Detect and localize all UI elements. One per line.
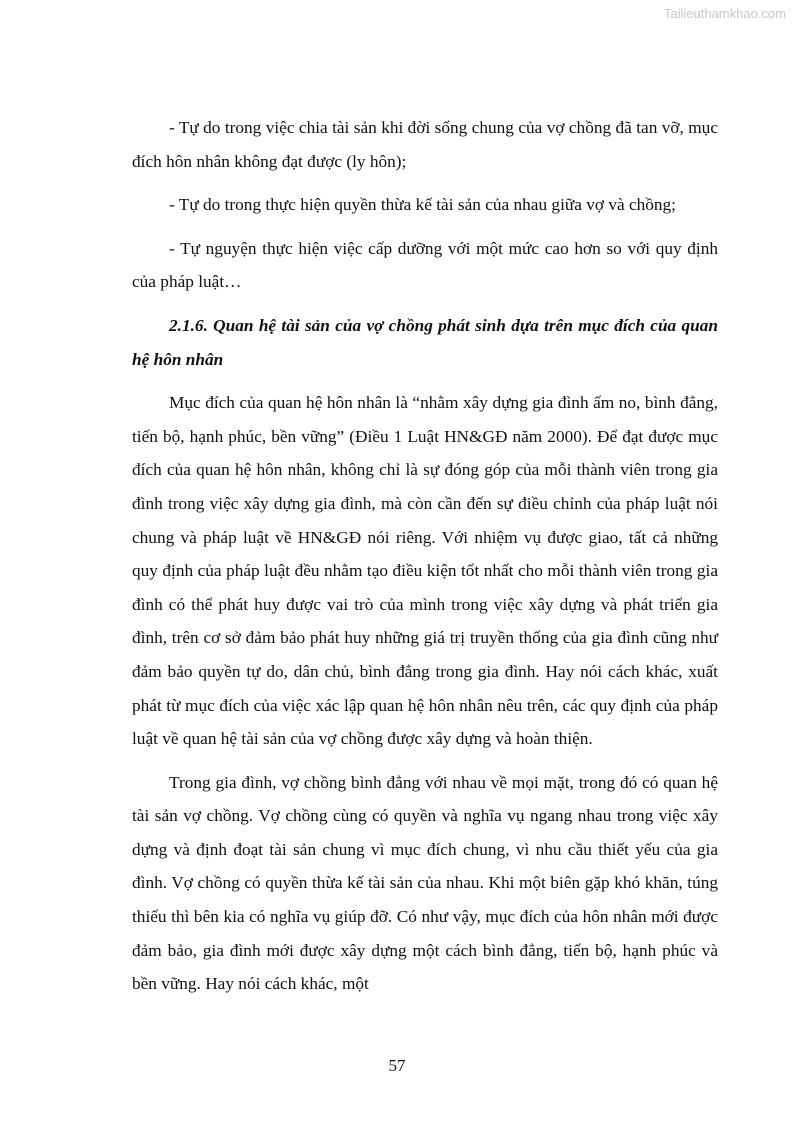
page-number: 57: [388, 1056, 406, 1075]
body-paragraph: Mục đích của quan hệ hôn nhân là “nhằm xây dựng gia đình ấm no, bình đẳng, tiến bộ, hạnh phúc, bền vững” (Điều 1 Luật HN&GĐ năm 2000). Để đạt được mục đích của quan hệ hôn nhân, không chỉ là sự đóng góp của mỗi thành viên trong gia đình trong việc xây dựng gia đình, mà còn cần đến sự điều chỉnh của pháp luật nói chung và pháp luật về HN&GĐ nói riêng. Với nhiệm vụ được giao, tất cả những quy định của pháp luật đều nhằm tạo điều kiện tốt nhất cho mỗi thành viên trong gia đình có thể phát huy được vai trò của mình trong việc xây dựng và phát triển gia đình, trên cơ sở đảm bảo phát huy những giá trị truyền thống của gia đình cũng như đảm bảo quyền tự do, dân chủ, bình đẳng trong gia đình. Hay nói cách khác, xuất phát từ mục đích của việc xác lập quan hệ hôn nhân nêu trên, các quy định của pháp luật về quan hệ tài sản của vợ chồng được xây dựng và hoàn thiện.: [132, 393, 718, 749]
watermark: Tailieuthamkhao.com: [663, 6, 786, 21]
bullet-item: - Tự nguyện thực hiện việc cấp dưỡng với một mức cao hơn so với quy định của pháp luật…: [132, 238, 718, 292]
body-paragraph: Trong gia đình, vợ chồng bình đẳng với nhau về mọi mặt, trong đó có quan hệ tài sản vợ chồng. Vợ chồng cùng có quyền và nghĩa vụ ngang nhau trong việc xây dựng và định đoạt tài sản chung vì mục đích chung, vì nhu cầu thiết yếu của gia đình. Vợ chồng có quyền thừa kế tài sản của nhau. Khi một biên gặp khó khăn, túng thiếu thì bên kia có nghĩa vụ giúp đỡ. Có như vậy, mục đích của hôn nhân mới được đảm bảo, gia đình mới được xây dựng một cách bình đẳng, tiến bộ, hạnh phúc và bền vững. Hay nói cách khác, một: [132, 772, 718, 994]
bullet-item: - Tự do trong thực hiện quyền thừa kế tài sản của nhau giữa vợ và chồng;: [169, 195, 676, 215]
bullet-item: - Tự do trong việc chia tài sản khi đời sống chung của vợ chồng đã tan vỡ, mục đích hôn nhân không đạt được (ly hôn);: [132, 118, 718, 171]
document-body: [132, 111, 718, 1011]
section-heading: 2.1.6. Quan hệ tài sản của vợ chồng phát sinh dựa trên mục đích của quan hệ hôn nhân: [132, 315, 718, 369]
